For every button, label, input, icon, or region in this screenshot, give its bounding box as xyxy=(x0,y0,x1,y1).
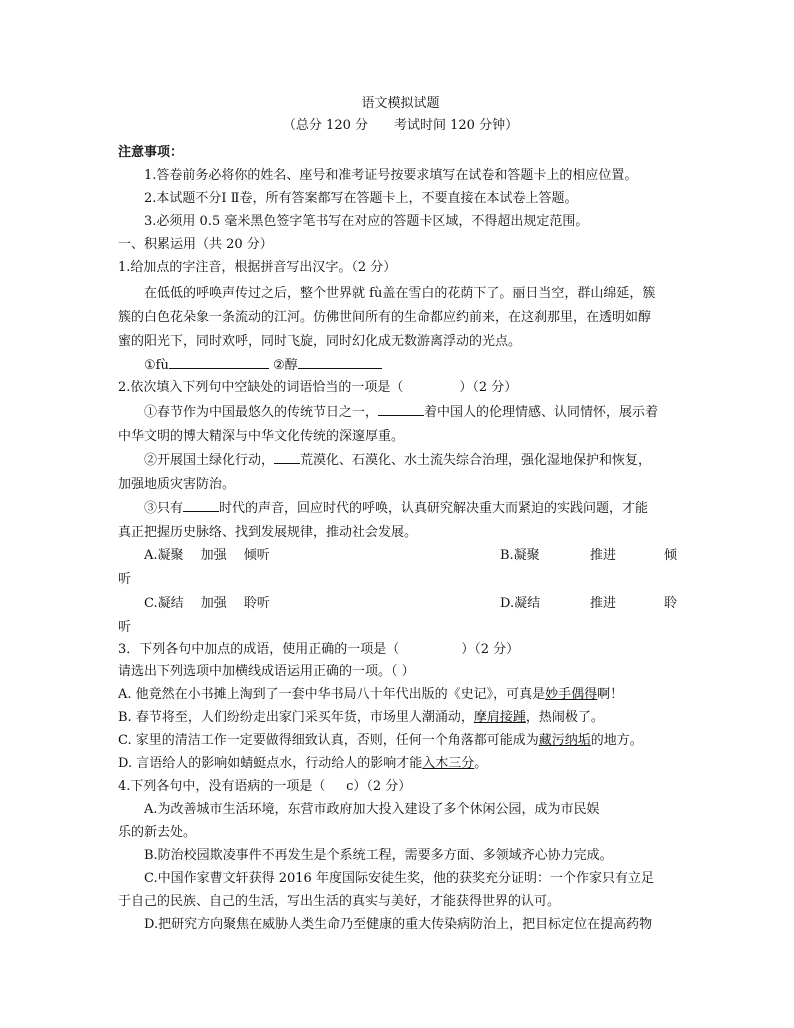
q2-stem-points: ）（2 分） xyxy=(459,380,518,395)
q4-option-d[interactable]: D.把研究方向聚焦在威胁人类生命乃至健康的重大传染病防治上，把目标定位在提高药物 xyxy=(144,917,653,932)
q2-option-b-word2: 推进 xyxy=(590,548,617,563)
q4-option-c[interactable]: C.中国作家曹文轩获得 2016 年度国际安徒生奖，他的获奖充分证明：一个作家只有立足 xyxy=(144,871,654,886)
q3-d-idiom: 入木三分 xyxy=(422,756,475,771)
q2-option-b-word3: 倾 xyxy=(664,548,678,563)
q1-answer-blank-1[interactable] xyxy=(169,356,269,369)
q3-c-end: 的地方。 xyxy=(590,733,643,748)
q2-option-b[interactable]: B.凝聚 xyxy=(500,548,540,563)
q2-option-d-word3: 聆 xyxy=(664,596,678,611)
q2-s1-text-b: 着中国人的伦理情感、认同情怀，展示着 xyxy=(424,405,659,420)
question-3-stem xyxy=(118,640,683,660)
q4-option-a[interactable]: A.为改善城市生活环境，东营市政府加大投入建设了多个休闲公园，成为市民娱 xyxy=(144,802,600,817)
q3-option-d[interactable] xyxy=(118,754,683,774)
q3-stem-points: ）（2 分） xyxy=(461,642,520,657)
question-4-stem xyxy=(118,777,683,797)
q4-stem-text: 4.下列各句中，没有语病的一项是（ xyxy=(118,779,326,794)
question-2-stem xyxy=(118,378,683,398)
q2-sentence-3 xyxy=(144,499,684,519)
q2-option-a[interactable]: A.凝聚 加强 倾听 xyxy=(144,548,270,563)
q2-option-c[interactable]: C.凝结 加强 聆听 xyxy=(144,596,270,611)
q2-blank-1[interactable] xyxy=(378,403,424,416)
q3-option-a[interactable] xyxy=(118,685,683,705)
q3-option-b[interactable] xyxy=(118,708,683,728)
q3-b-text: B. 春节将至，人们纷纷走出家门采买年货，市场里人潮涌动， xyxy=(118,710,474,725)
q2-option-d-wrap: 听 xyxy=(118,620,132,635)
q2-sentence-2 xyxy=(144,451,684,471)
q4-option-a-cont: 乐的新去处。 xyxy=(118,825,197,840)
q2-stem-text: 2.依次填入下列句中空缺处的词语恰当的一项是（ xyxy=(118,380,404,395)
q4-stem-points: ）（2 分） xyxy=(353,779,412,794)
q2-sentence-2-cont: 加强地质灾害防治。 xyxy=(118,477,236,492)
q3-a-idiom: 妙手偶得 xyxy=(545,687,598,702)
q1-blanks xyxy=(144,356,684,376)
q3-b-end: ，热闹极了。 xyxy=(525,710,604,725)
q1-blank2-label: ②醇 xyxy=(272,358,298,373)
q4-answer[interactable]: c xyxy=(346,779,354,794)
notice-item-3: 3.必须用 0.5 毫米黑色签字笔书写在对应的答题卡区域，不得超出规定范围。 xyxy=(144,214,589,229)
q2-s1-text-a: ①春节作为中国最悠久的传统节日之一， xyxy=(144,405,379,420)
q3-instruction: 请选出下列选项中加横线成语运用正确的一项。（ ） xyxy=(118,664,415,679)
q2-option-d[interactable]: D.凝结 xyxy=(500,596,541,611)
q3-option-c[interactable] xyxy=(118,731,683,751)
section-heading: 一、积累运用（共 20 分） xyxy=(118,237,273,252)
q1-passage-line-2: 簇的白色花朵象一条流动的江河。仿佛世间所有的生命都应约前来，在这刹那里，在透明如醇 xyxy=(118,310,652,325)
question-1-stem: 1.给加点的字注音，根据拼音写出汉字。（2 分） xyxy=(118,260,397,275)
exam-subtitle: （总分 120 分 考试时间 120 分钟） xyxy=(282,118,519,133)
q2-s3-text-b: 时代的声音，回应时代的呼唤，认真研究解决重大而紧迫的实践问题，才能 xyxy=(219,501,649,516)
q1-blank1-label: ①fù xyxy=(144,358,169,373)
q3-c-idiom: 藏污纳垢 xyxy=(538,733,591,748)
q4-option-c-cont: 于自己的民族、自己的生活，写出生活的真实与美好，才能获得世界的认可。 xyxy=(118,894,561,909)
q2-option-d-word2: 推进 xyxy=(590,596,617,611)
q2-sentence-1 xyxy=(144,403,684,423)
q3-d-text: D. 言语给人的影响如蜻蜓点水，行动给人的影响才能 xyxy=(118,756,423,771)
q1-answer-blank-2[interactable] xyxy=(298,356,382,369)
q3-c-text: C. 家里的清洁工作一定要做得细致认真，否则，任何一个角落都可能成为 xyxy=(118,733,539,748)
notice-item-1: 1.答卷前务必将你的姓名、座号和准考证号按要求填写在试卷和答题卡上的相应位置。 xyxy=(144,168,638,183)
q2-blank-2[interactable] xyxy=(274,451,300,464)
notice-item-2: 2.本试题不分Ⅰ Ⅱ卷，所有答案都写在答题卡上，不要直接在本试卷上答题。 xyxy=(144,191,578,206)
q1-passage-line-1: 在低低的呼唤声传过之后，整个世界就 fù盖在雪白的花荫下了。丽日当空，群山绵延，簇 xyxy=(144,286,656,301)
q2-s2-text-a: ②开展国土绿化行动， xyxy=(144,453,275,468)
exam-title: 语文模拟试题 xyxy=(361,96,440,111)
q3-stem-text: 3．下列各句中加点的成语，使用正确的一项是（ xyxy=(118,642,400,657)
q3-a-end: 啊！ xyxy=(597,687,624,702)
q3-a-text: A. 他竟然在小书摊上淘到了一套中华书局八十年代出版的《史记》，可真是 xyxy=(118,687,546,702)
q3-b-idiom: 摩肩接踵 xyxy=(473,710,526,725)
q3-d-end: 。 xyxy=(474,756,488,771)
q2-s2-text-b: 荒漠化、石漠化、水土流失综合治理，强化湿地保护和恢复， xyxy=(300,453,652,468)
q2-blank-3[interactable] xyxy=(183,499,219,512)
q2-s3-text-a: ③只有 xyxy=(144,501,184,516)
q2-option-b-wrap: 听 xyxy=(118,572,132,587)
notice-heading: 注意事项： xyxy=(118,145,184,160)
q2-sentence-3-cont: 真正把握历史脉络、找到发展规律，推动社会发展。 xyxy=(118,525,418,540)
q1-passage-line-3: 蜜的阳光下，同时欢呼，同时飞旋，同时幻化成无数游离浮动的光点。 xyxy=(118,334,522,349)
q4-option-b[interactable]: B.防治校园欺凌事件不再发生是个系统工程，需要多方面、多领域齐心协力完成。 xyxy=(144,848,613,863)
q2-sentence-1-cont: 中华文明的博大精深与中华文化传统的深邃厚重。 xyxy=(118,429,405,444)
